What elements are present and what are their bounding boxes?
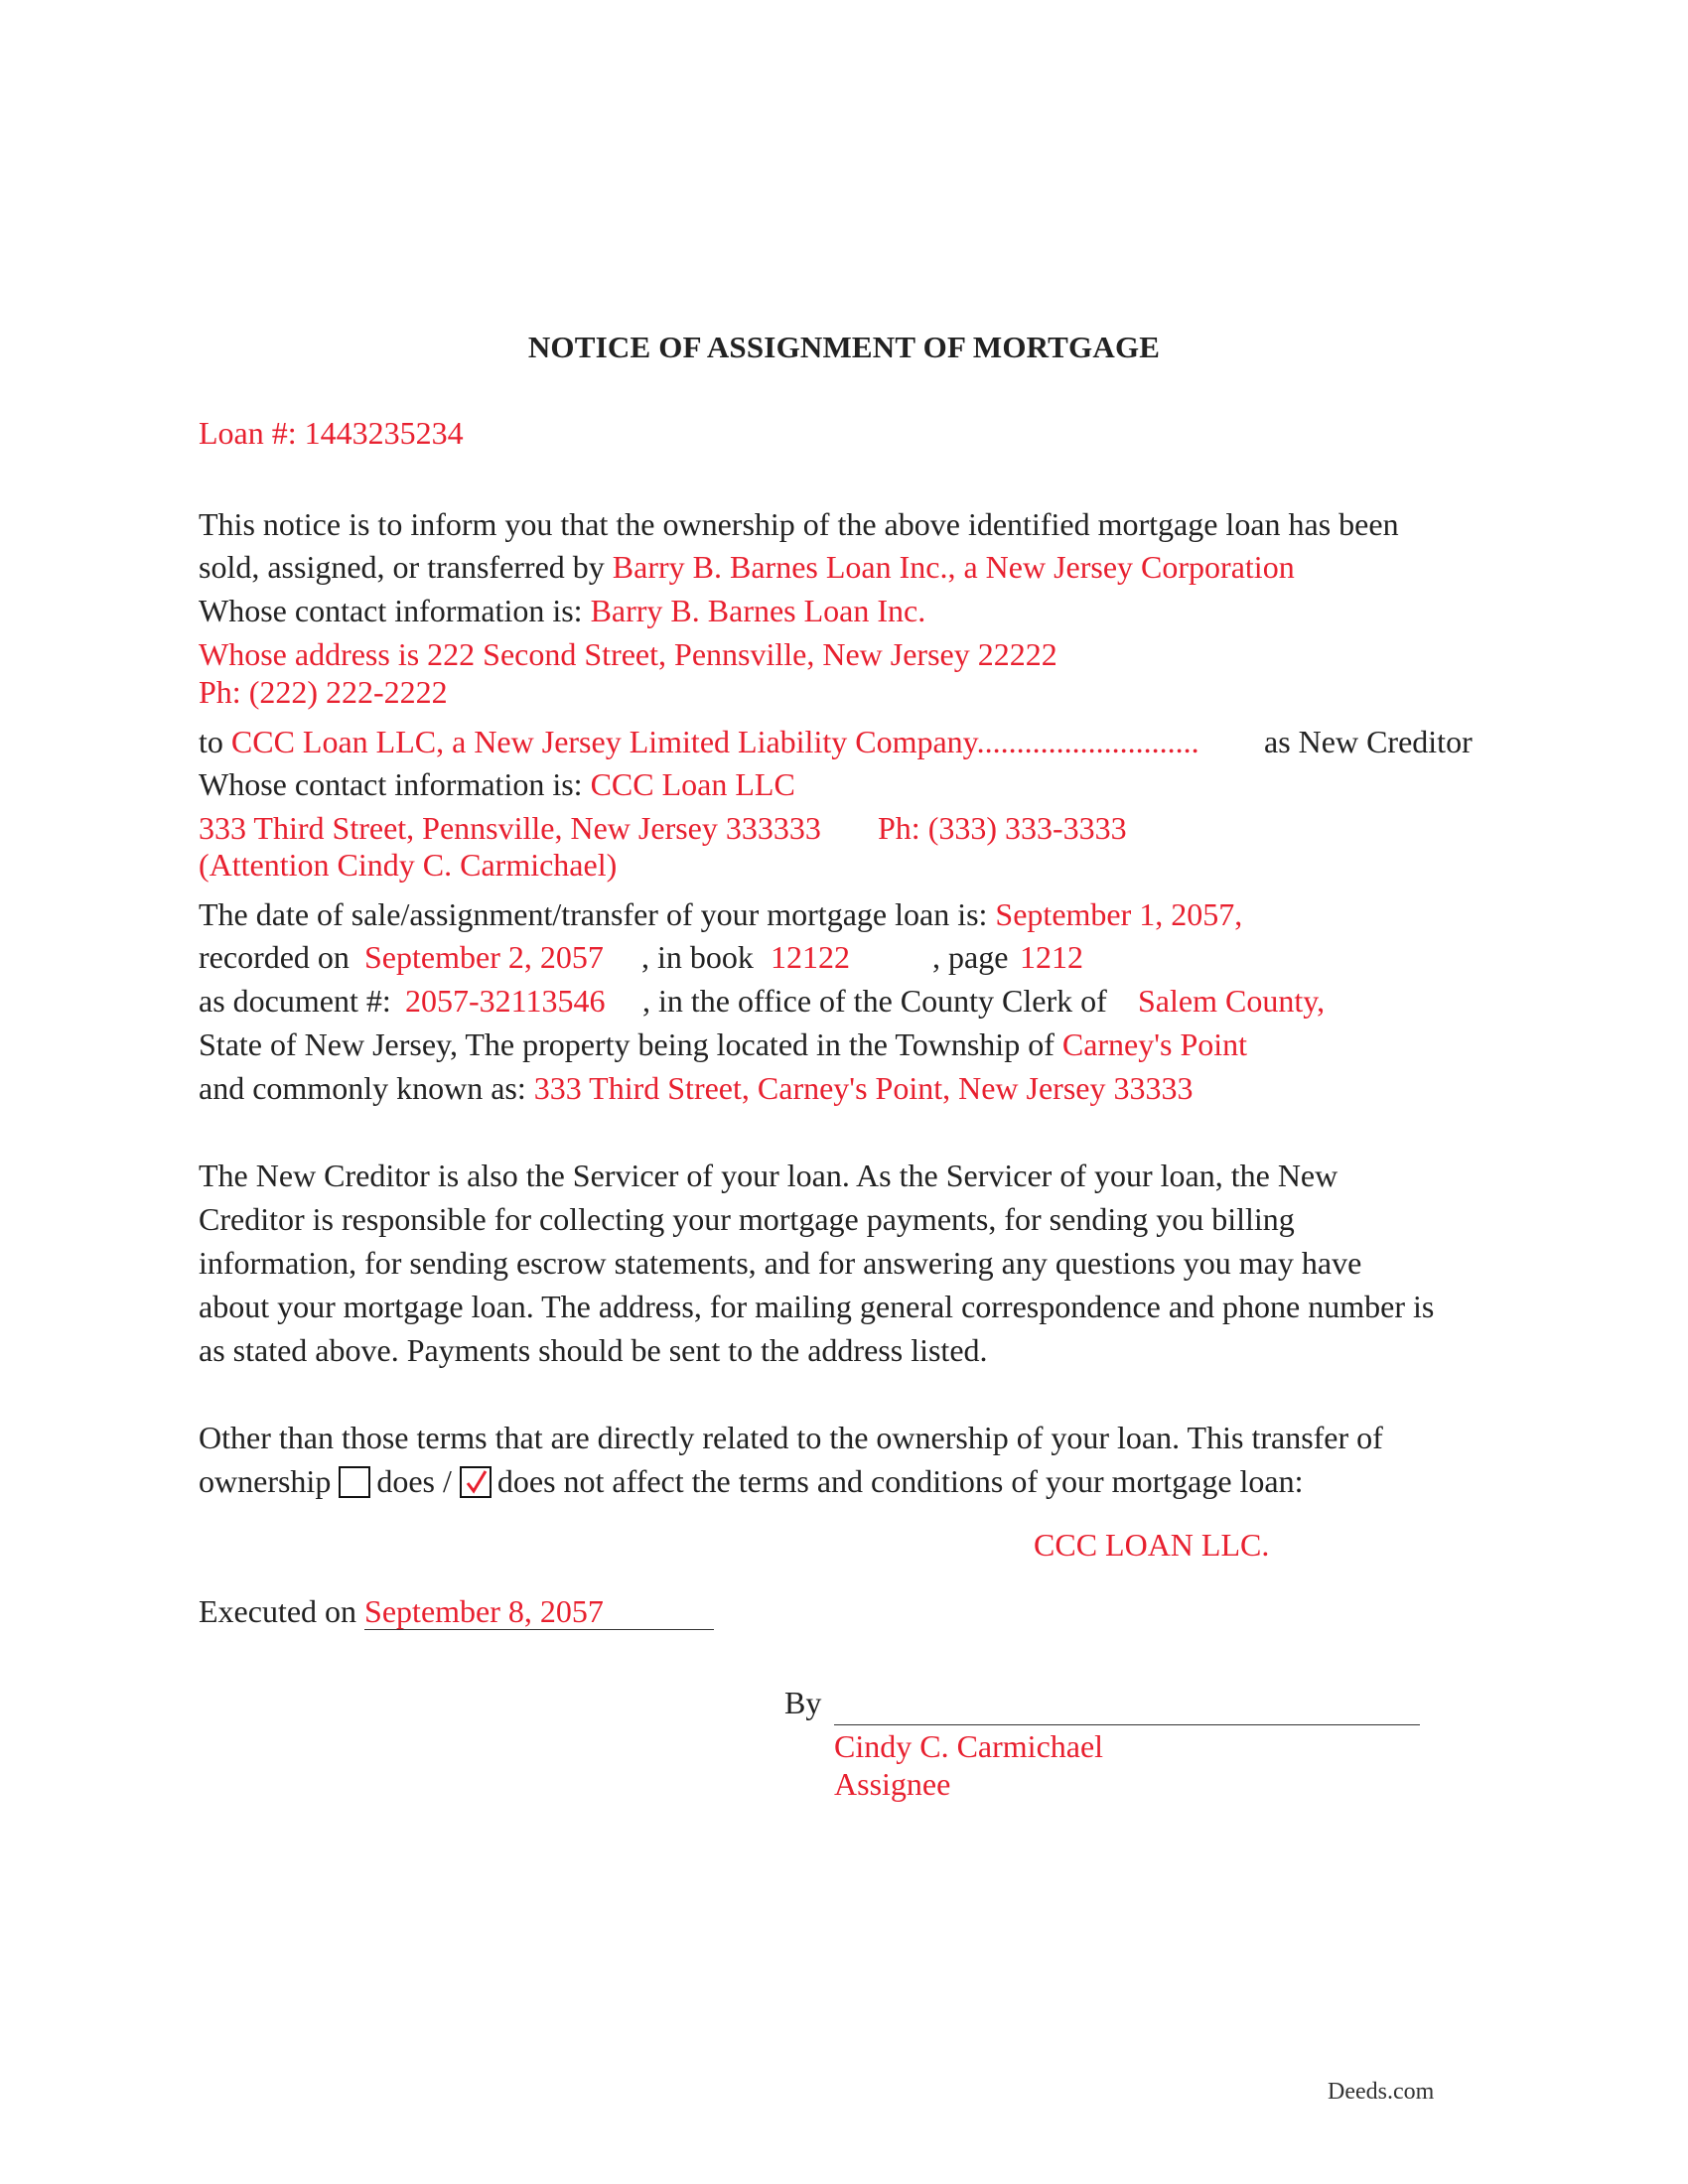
township-prefix: State of New Jersey, The property being located in the Township of: [199, 1026, 1055, 1062]
township-name: Carney's Point: [1061, 1026, 1248, 1062]
transfer-date-prefix: The date of sale/assignment/transfer of your mortgage loan is:: [199, 896, 988, 932]
servicer-line-1: The New Creditor is also the Servicer of your loan. As the Servicer of your loan, the New: [199, 1158, 1338, 1193]
new-creditor-address: 333 Third Street, Pennsville, New Jersey 333333: [199, 810, 821, 846]
property-prefix: and commonly known as:: [199, 1070, 526, 1106]
servicer-line-5: as stated above. Payments should be sent to the address listed.: [199, 1332, 988, 1368]
new-creditor-full-name: CCC Loan LLC, a New Jersey Limited Liability Company: [230, 724, 977, 759]
property-line: [199, 1070, 1193, 1106]
servicer-line-3: information, for sending escrow statements, and for answering any questions you may have: [199, 1245, 1362, 1281]
township-line: [199, 1026, 1247, 1062]
loan-number-line: [199, 415, 464, 451]
intro-line-2: [199, 549, 1295, 585]
new-creditor-attention: (Attention Cindy C. Carmichael): [199, 847, 618, 883]
does-label: does /: [376, 1463, 452, 1499]
new-creditor-phone: Ph: (333) 333-3333: [878, 810, 1127, 846]
loan-label: Loan #:: [199, 415, 297, 451]
executed-label: Executed on: [199, 1593, 357, 1629]
office-prefix: , in the office of the County Clerk of: [642, 983, 1107, 1019]
executed-line: [199, 1593, 714, 1630]
assignor-full-name: Barry B. Barnes Loan Inc., a New Jersey Corporation: [612, 549, 1295, 585]
assignor-contact-prefix: Whose contact information is:: [199, 593, 583, 628]
new-creditor-line: [199, 724, 1199, 759]
company-signature: CCC LOAN LLC.: [1034, 1527, 1270, 1563]
ownership-label: ownership: [199, 1463, 332, 1499]
recorded-prefix: recorded on: [199, 939, 350, 975]
intro-line-2-prefix: sold, assigned, or transferred by: [199, 549, 605, 585]
servicer-line-4: about your mortgage loan. The address, for mailing general correspondence and phone number is: [199, 1289, 1435, 1324]
document-number-prefix: as document #:: [199, 983, 391, 1019]
assignor-address: Whose address is 222 Second Street, Pennsville, New Jersey 22222: [199, 636, 1057, 672]
recorded-date: September 2, 2057: [364, 939, 604, 975]
assignor-phone: Ph: (222) 222-2222: [199, 674, 448, 710]
checkmark-icon: [465, 1469, 489, 1495]
document-title: NOTICE OF ASSIGNMENT OF MORTGAGE: [527, 330, 1161, 364]
signer-role: Assignee: [834, 1766, 951, 1802]
assignor-contact-name: Barry B. Barnes Loan Inc.: [590, 593, 926, 628]
by-label: By: [784, 1685, 822, 1720]
book-number: 12122: [771, 939, 850, 975]
new-creditor-contact-line: [199, 766, 795, 802]
property-address: 333 Third Street, Carney's Point, New Jersey 33333: [533, 1070, 1194, 1106]
new-creditor-label: as New Creditor: [1264, 724, 1473, 759]
terms-line-1: Other than those terms that are directly related to the ownership of your loan. This transfer of: [199, 1420, 1383, 1455]
servicer-line-2: Creditor is responsible for collecting your mortgage payments, for sending you billing: [199, 1201, 1295, 1237]
intro-line-1: This notice is to inform you that the ownership of the above identified mortgage loan has been: [199, 506, 1399, 542]
new-creditor-contact-prefix: Whose contact information is:: [199, 766, 583, 802]
assignor-contact-line: [199, 593, 925, 628]
book-prefix: , in book: [641, 939, 754, 975]
loan-number: 1443235234: [304, 415, 464, 451]
to-prefix: to: [199, 724, 223, 759]
does-checkbox[interactable]: [339, 1466, 370, 1498]
executed-date: September 8, 2057: [364, 1593, 714, 1630]
terms-line-2: [199, 1463, 1304, 1499]
new-creditor-contact-name: CCC Loan LLC: [590, 766, 795, 802]
document-number: 2057-32113546: [405, 983, 606, 1019]
page-prefix: , page: [932, 939, 1009, 975]
page-number: 1212: [1020, 939, 1083, 975]
signature-line[interactable]: [834, 1724, 1420, 1725]
county-name: Salem County,: [1138, 983, 1326, 1019]
signer-name: Cindy C. Carmichael: [834, 1728, 1104, 1764]
new-creditor-dots: ............................: [976, 724, 1199, 759]
does-not-checkbox[interactable]: [460, 1466, 492, 1498]
footer-brand: Deeds.com: [1328, 2079, 1435, 2105]
transfer-date-line: [199, 896, 1242, 932]
transfer-date: September 1, 2057,: [995, 896, 1243, 932]
does-not-label: does not affect the terms and conditions of your mortgage loan:: [496, 1463, 1304, 1499]
